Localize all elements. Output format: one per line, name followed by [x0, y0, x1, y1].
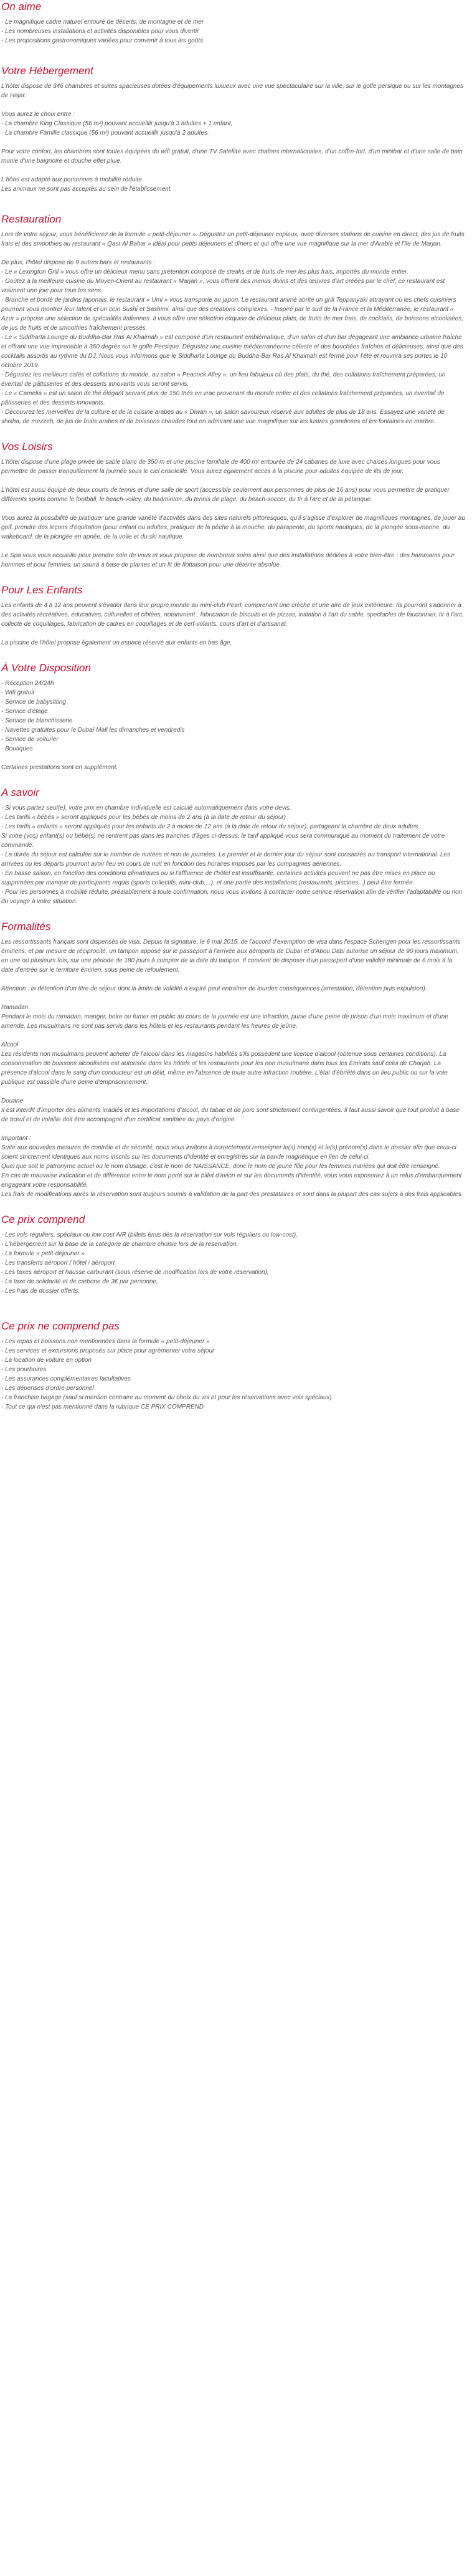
- enfants-miniclub: Les enfants de 4 à 12 ans peuvent s'évader dans leur propre monde au mini-club Pearl, comprenant une crèche et une aire de jeux extérieure. Ils pourront s'adonner à des activités récréatives, éducatives, culturelles et ciblées, notamment : fabrication de biscuits et de pizzas, initiation à l'art du sable, spectacles de fauconnier, tir à l'arc, collecte de coquillages, fabrication de cadres en coquillages et de cerf-volants, cours d'art et d'artisanat.: [1, 602, 465, 628]
- section-disposition: [1, 661, 466, 772]
- section-formalites: [1, 920, 466, 1199]
- hebergement-intro: L'hôtel dispose de 346 chambres et suites spacieuses dotées d'équipements luxueux avec une vue spectaculaire sur la ville, sur le golfe persique ou sur les montagnes de Hajar.: [1, 83, 464, 99]
- hebergement-room-types: Vous aurez le choix entre : - La chambre King Classique (56 m²) pouvant accueillir jusqu'à 3 adultes + 1 enfant, - La chambre Famille classique (56 m²) pouvant accueillir jusqu'à 2 adultes.: [1, 111, 233, 136]
- disposition-supplement-note: Certaines prestations sont en supplément.: [1, 764, 118, 771]
- section-loisirs: [1, 440, 466, 570]
- section-title-on-aime: On aime: [1, 1, 42, 12]
- loisirs-beach-pool: L'hôtel dispose d'une plage privée de sable blanc de 350 m et une piscine familiale de 400 m² entourée de 24 cabanes de luxe avec chaises longues pour vous permettre de passer tranquillement la journée sous le ciel ensoleillé. Vous aurez également accès à la piscine pour adultes équipée de lits de jour.: [1, 459, 440, 475]
- section-title-prix-comprend: Ce prix comprend: [1, 1214, 85, 1225]
- section-title-disposition: À Votre Disposition: [1, 662, 91, 674]
- formalites-important: Important : Suite aux nouvelles mesures de contrôle et de sécurité, nous vous invitons à correctement renseigner le(s) nom(s) et le(s) prénom(s) dans le dossier afin que ceux-ci soient strictement identiques aux noms inscrits sur les documents d'identité et enregistrés sur la bande magnétique en lien de celui-ci. Quel que soit le patronyme actuel ou le nom d'usage, c'est le nom de NAISSANCE, donc le nom de jeune fille pour les femmes mariées qui doit être renseigné. En cas de mauvaise indication et de différence entre le nom porté sur le billet d'avion et sur les documents d'identité, vous vous exposeriez à un refus d'embarquement engageant votre responsabilité. Les frais de modifications après la réservation sont toujours soumis à validation de la part des prestataires et sont dans la plupart des cas sujets à des frais applicables.: [1, 1135, 463, 1198]
- section-enfants: [1, 583, 466, 648]
- section-prix-comprend: [1, 1213, 466, 1296]
- loisirs-spa: Le Spa vous vous accueille pour prendre soin de vous et vous propose de nombreux soins ainsi que des installations dédiées à votre bien-être : des hammams pour hommes et pour femmes, un sauna à base de plantes et un lit de flottaison pour une détente absolue.: [1, 552, 455, 568]
- section-prix-ne-comprend-pas: [1, 1319, 466, 1412]
- formalites-alcool: Alcool Les résidents non musulmans peuvent acheter de l'alcool dans les magasins habilités s'ils possèdent une licence d'alcool (obtenue sous certaines conditions). La consommation de boissons alcoolisées est autorisée dans les hôtels et les restaurants pour les non musulmans dans tous les Émirats sauf celui de Charjah. La présence d'alcool dans le sang d'un conducteur est un délit, même en l'absence de toute autre infraction routière. L'état d'ébriété dans un lieu public ou sur la voie publique est passible d'une peine d'emprisonnement.: [1, 1041, 448, 1086]
- section-title-enfants: Pour Les Enfants: [1, 584, 83, 596]
- enfants-pool: La piscine de l'hôtel propose également un espace réservé aux enfants en bas âge.: [1, 639, 232, 646]
- on-aime-list: - Le magnifique cadre naturel entouré de déserts, de montagne et de mer - Les nombreuses installations et activités disponibles pour vous divertir - Les propositions gastronomiques variées pour convenir à tous les goûts: [1, 19, 204, 44]
- prix-comprend-list: - Les vols réguliers, spéciaux ou low cost A/R (billets émis dès la réservation sur vols réguliers ou low-cost), - L'hébergement sur la base de la catégorie de chambre choisie lors de la réservation, - La formule « petit-déjeuner » - Les transferts aéroport / hôtel / aéroport - Les taxes aéroport et hausse carburant (sous réserve de modification lors de votre réservation), - La taxe de solidarité et de carbone de 3€ par personne, - Les frais de dossier offerts.: [1, 1232, 298, 1295]
- section-hebergement: [1, 64, 466, 194]
- disposition-services-list: - Réception 24/24h - Wifi gratuit - Service de babysitting - Service d'étage - Service de blanchisserie - Navettes gratuites pour le Dubaï Mall les dimanches et vendredis - Service de voiturier - Boutiques: [1, 680, 185, 752]
- section-title-formalites: Formalités: [1, 921, 51, 932]
- restauration-breakfast: Lors de votre séjour, vous bénéficierez de la formule « petit-déjeuner ». Dégustez un petit-déjeuner copieux, avec diverses stations de cuisine en direct, des jus de fruits frais et des smoothies au restaurant « Qasr Al Bahar » idéal pour petits déjeuners et dîners et qui offre une vue magnifique sur la mer d'Arabie et l'île de Marjan.: [1, 231, 465, 247]
- formalites-ramadan: Ramadan Pendant le mois du ramadan, manger, boire ou fumer en public au cours de la journée est une infraction, punie d'une peine de prison d'un mois maximum et d'une amende. Les musulmans ne sont pas servis dans les hôtels et les restaurants pendant les heures de jeûne.: [1, 1004, 448, 1030]
- formalites-attention: Attention : la détention d'un titre de séjour dont la limite de validité a expiré peut entraîner de lourdes conséquences (arrestation, détention puis expulsion).: [1, 985, 427, 992]
- hebergement-accessibility: L'hôtel est adapté aux personnes à mobilité réduite. Les animaux ne sont pas acceptés au sein de l'établissement.: [1, 176, 172, 193]
- section-title-restauration: Restauration: [1, 213, 62, 225]
- section-restauration: [1, 213, 466, 426]
- section-title-prix-ne-comprend-pas: Ce prix ne comprend pas: [1, 1320, 120, 1332]
- formalites-visa: Les ressortissants français sont dispensés de visa. Depuis la signature, le 6 mai 2015, de l'accord d'exemption de visa dans l'espace Schengen pour les ressortissants émiriens, et par mesure de réciprocité, un tampon apposé sur le passeport à l'arrivée aux aéroports de Dubaï et d'Abou Dabi autorise un séjour de 90 jours maximum, en une ou plusieurs fois, sur une période de 180 jours à compter de la date du tampon. Il convient de disposer d'un passeport d'une validité minimale de 6 mois à la date d'entrée sur le territoire émirien, sous peine de refoulement.: [1, 939, 461, 974]
- section-on-aime: [1, 0, 466, 45]
- restauration-restaurants: De plus, l'hôtel dispose de 9 autres bars et restaurants : - Le « Lexington Grill » vous offre un délicieux menu sans prétention composé de steaks et de fruits de mer les plus frais, importés du monde entier. - Goûtez à la meilleure cuisine du Moyen-Orient au restaurant « Marjan », vous offrent des menus divins et des œuvres d'art créées par le chef, ce restaurant est vraiment une joie pour tous les sens. - Branché et bordé de jardins japonais, le restaurant « Umi » vous transporte au japon. Le restaurant animé abrite un grill Teppanyaki attrayant où les chefs cuisiniers pourront vous montrer leur talent et un coin Sushi et Sashimi, ainsi que des créations complexes. - Inspiré par le sud de la France et la Méditerranée, le restaurant « Azur » propose une sélection de spécialités italiennes. Il vous offre une sélection exquise de délicieux plats, de fruits de mer frais, de cocktails, de boissons alcoolisées, de jus de fruits et de smoothies fraîchement pressés. - Le « Siddharta Lounge du Buddha-Bar Ras Al Khaimah » est composé d'un restaurant emblématique, d'un salon et d'un bar dégageant une ambiance urbaine fraîche et offrant une vue imprenable à 360 degrés sur le golfe Persique. Dégustez une cuisine méditerranéenne céleste et des bouchées fraîches et délicieuses, ainsi que des cocktails assortis au rythme du DJ. Nous vous informons que le Siddharta Lounge du Buddha-Bar Ras Al Khaimah est fermé pour l'été et rouvrira ses portes le 10 octobre 2019. - Dégustez les meilleurs cafés et collations du monde, au salon « Peacock Alley », un lieu fabuleux où des plats, du thé, des collations fraîchement préparées, un éventail de pâtisseries et des desserts innovants vous seront servis. - Le « Camelia » est un salon de thé élégant servant plus de 150 thés en vrac provenant du monde entier et des collations fraîchement préparées, un éventail de pâtisseries et des desserts innovants. - Découvrez les merveilles de la culture et de la cuisine arabes au « Diwan », un salon savoureux réservé aux adultes de plus de 18 ans. Essayez une variété de shisha, de mezzeh, de jus de fruits arabes et de boissons chaudes tout en admirant une vue magnifique sur les lustres grandioses et les fontaines en marbre.: [1, 259, 464, 425]
- a-savoir-conditions: - Si vous partez seul(e), votre prix en chambre individuelle est calculé automatiquement dans votre devis. - Les tarifs « bébés » seront appliqués pour les bébés de moins de 2 ans (à la date de retour du séjour). - Les tarifs « enfants » seront appliqués pour les enfants de 2 à moins de 12 ans (à la date de retour du séjour), partageant la chambre de deux adultes. Si votre (vos) enfant(s) ou bébé(s) ne rentrent pas dans les tranches d'âges ci-dessus, le tarif appliqué vous sera communiqué au moment du traitement de votre commande. - La durée du séjour est calculée sur le nombre de nuitées et non de journées. Le premier et le dernier jour du séjour sont consacrés au transport international. Les arrivées ou les départs pourront avoir lieu en cours de nuit en fonction des horaires imposés par les compagnies aériennes. - En basse saison, en fonction des conditions climatiques ou si l'affluence de l'hôtel est insuffisante, certaines activités peuvent ne pas être mises en place ou supprimées par manque de participants requis (sports collectifs, mini-club,...), et une partie des installations (restaurants, piscines...) peut être fermée. - Pour les personnes à mobilité réduite, préalablement à toute confirmation, nous vous invitons à contacter notre service réservation afin de vérifier l'adaptabilité ou non du voyage à votre situation.: [1, 805, 463, 905]
- formalites-douane: Douane Il est interdit d'importer des aliments irradiés et les importations d'alcool, du tabac et de porc sont strictement contingentées. Il faut aussi savoir que tout produit à base de bœuf et de volaille doit être accompagné d'un certificat sanitaire du pays d'origine.: [1, 1098, 460, 1123]
- prix-ne-comprend-pas-list: - Les repas et boissons non mentionnées dans la formule « petit-déjeuner » - Les services et excursions proposés sur place pour agrémenter votre séjour - La location de voiture en option - Les pourboires - Les assurances complémentaires facultatives - Les dépenses d'ordre personnel - La franchise bagage (sauf si mention contraire au moment du choix du vol et pour les réservations avec vols spéciaux) - Tout ce qui n'est pas mentionné dans la rubrique CE PRIX COMPREND: [1, 1338, 332, 1410]
- section-title-hebergement: Votre Hébergement: [1, 65, 93, 77]
- section-title-loisirs: Vos Loisirs: [1, 441, 53, 452]
- section-title-a-savoir: A savoir: [1, 787, 39, 798]
- loisirs-activities: Vous aurez la possibilité de pratiquer une grande variété d'activités dans des sites naturels pittoresques, qu'il s'agisse d'explorer de magnifiques montagnes, de jouer au golf, prendre des leçons d'équitation (pour enfant ou adultes, pratiquer de la pêche à la mouche, du parapente, du sports nautiques, de la plongée sous-marine, du wakeboard, de la plongée en apnée, de la voile et du ski nautique.: [1, 515, 465, 540]
- loisirs-sports: L'hôtel est aussi équipé de deux courts de tennis et d'une salle de sport (accessible seulement aux personnes de plus de 16 ans) pour vous permettre de pratiquer différents sports comme le football, le beach-volley, du badminton, du tennis de plage, du beach-soccer, du tir à l'arc et de la pétanque.: [1, 487, 450, 503]
- hebergement-equipment: Pour votre confort, les chambres sont toutes équipées du wifi gratuit, d'une TV Satellite avec chaînes internationales, d'un coffre-fort, d'un minibar et d'une salle de bain munie d'une baignoire et douche effet pluie.: [1, 148, 463, 165]
- section-a-savoir: [1, 786, 466, 906]
